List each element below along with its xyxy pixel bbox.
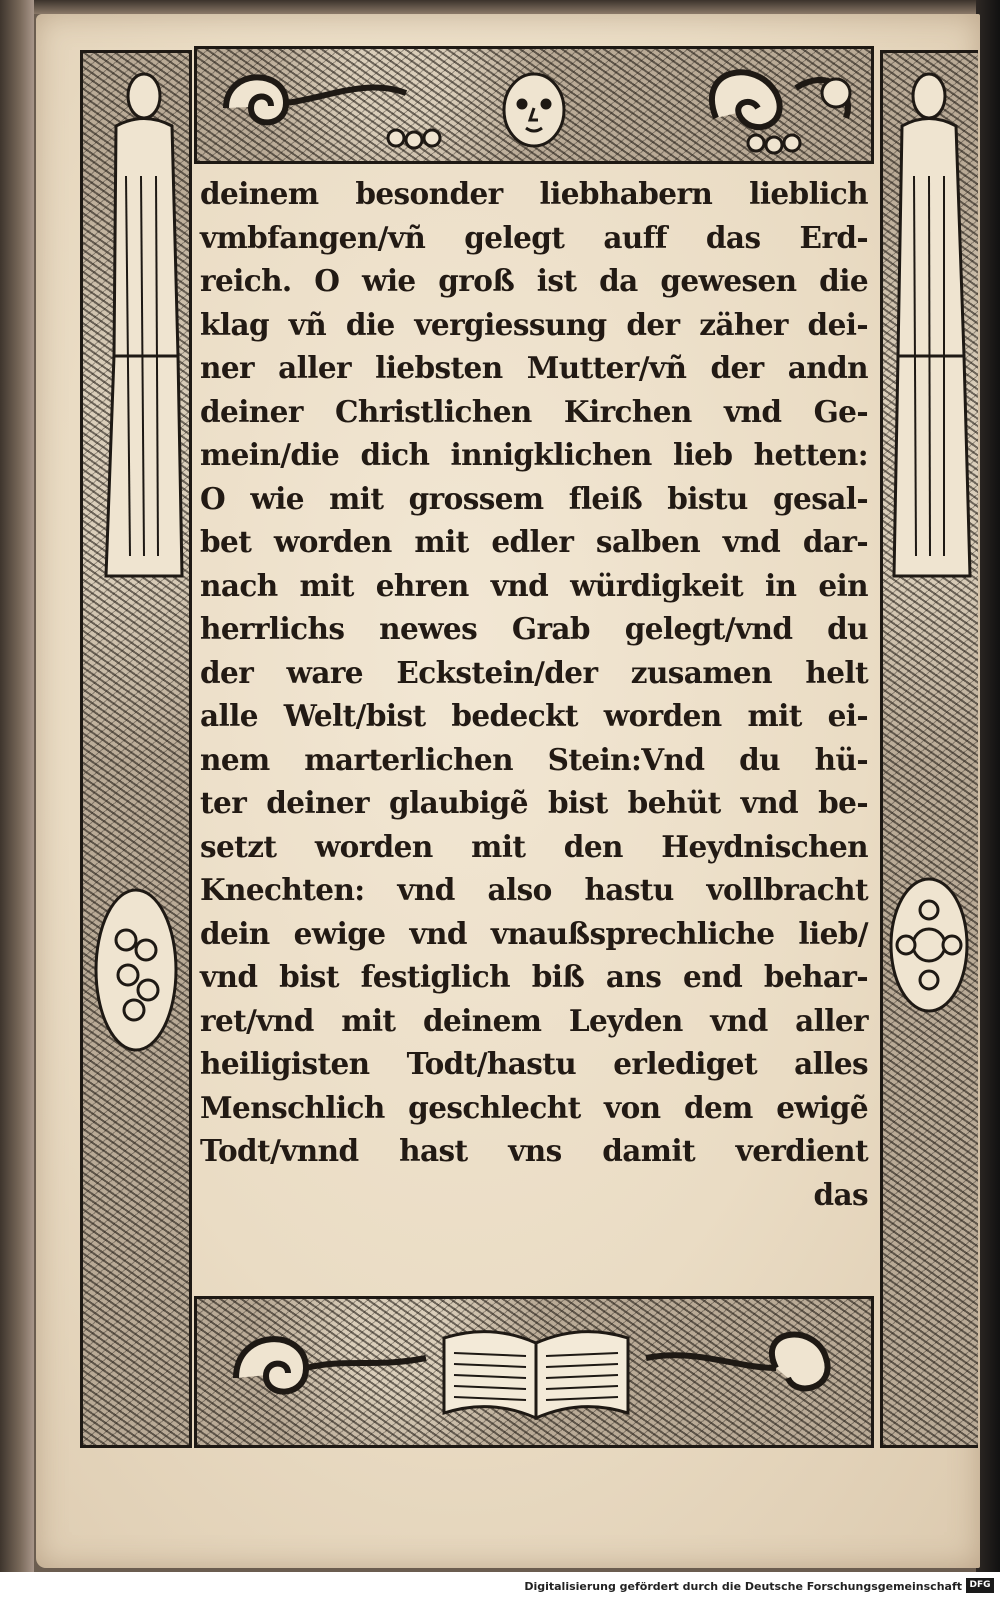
text-line: ter deiner glaubigẽ bist behüt vnd be- (200, 785, 868, 820)
open-book-icon (196, 1298, 872, 1446)
text-line: deinem besonder liebhabern lieblich (200, 176, 868, 211)
text-line: der ware Eckstein/der zusamen helt (200, 654, 868, 690)
text-line: vmbfangen/vñ gelegt auff das Erd- (200, 219, 868, 255)
scanner-edge-top (0, 0, 1000, 14)
text-line: ret/vnd mit deinem Leyden vnd aller (200, 1002, 868, 1038)
text-line: deiner Christlichen Kirchen vnd Ge- (200, 393, 868, 429)
standing-figure-icon (884, 56, 974, 596)
text-line: O wie mit grossem fleiß bistu gesal- (200, 480, 868, 516)
scroll-and-face-icon (196, 48, 872, 162)
text-line: herrlichs newes Grab gelegt/vnd du (200, 611, 868, 646)
text-line: heiligisten Todt/hastu erlediget alles (200, 1046, 868, 1081)
text-line: mein/die dich innigklichen lieb hetten: (200, 437, 868, 472)
text-line: vnd bist festiglich biß ans end behar- (200, 959, 868, 994)
text-line: reich. O wie groß ist da gewesen die (200, 263, 868, 298)
funding-credit: Digitalisierung gefördert durch die Deutsche Forschungsgemeinschaft (524, 1580, 962, 1593)
text-line: bet worden mit edler salben vnd dar- (200, 524, 868, 559)
text-line: alle Welt/bist bedeckt worden mit ei- (200, 698, 868, 733)
text-line: klag vñ die vergiessung der zäher dei- (200, 306, 868, 342)
standing-figure-icon (86, 56, 186, 596)
page-text (200, 172, 868, 1216)
catchword: das (813, 1176, 868, 1212)
text-line: dein ewige vnd vnaußsprechliche lieb/ (200, 915, 868, 951)
rosette-medallion-icon (884, 870, 974, 1020)
dfg-logo: DFG (966, 1578, 994, 1593)
text-line: nem marterlichen Stein:Vnd du hü- (200, 741, 868, 777)
text-line: setzt worden mit den Heydnischen (200, 828, 868, 864)
text-line: ner aller liebsten Mutter/vñ der andn (200, 350, 868, 385)
fruit-medallion-icon (88, 880, 184, 1060)
text-line: Menschlich geschlecht von dem ewigẽ (200, 1089, 868, 1125)
text-line: nach mit ehren vnd würdigkeit in ein (200, 567, 868, 603)
text-line: Todt/vnnd hast vns damit verdient (200, 1133, 868, 1168)
text-line: Knechten: vnd also hastu vollbracht (200, 872, 868, 907)
scanner-edge-left (0, 0, 34, 1572)
